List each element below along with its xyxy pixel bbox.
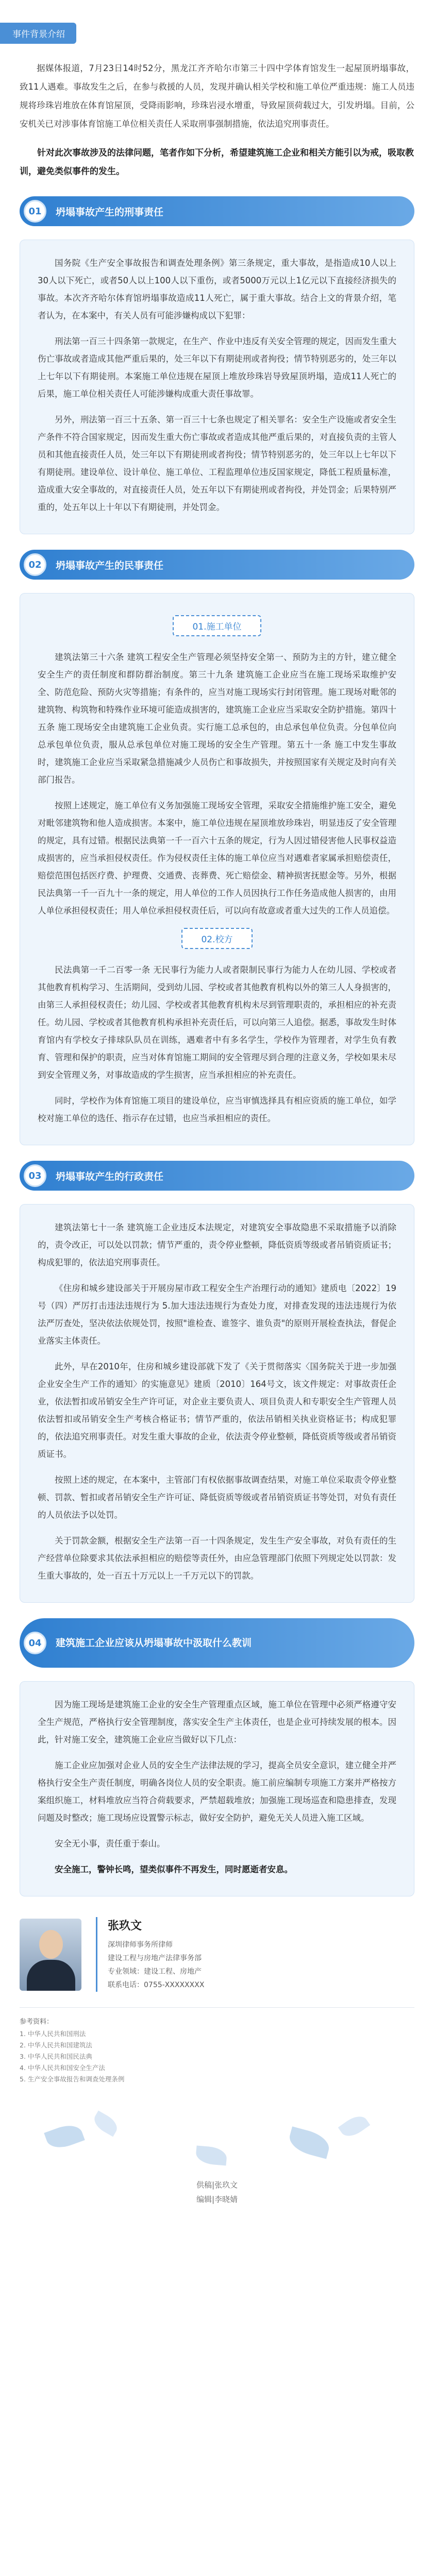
section-banner-02	[20, 550, 414, 580]
author-info	[96, 1917, 204, 1992]
reference-item: 3. 中华人民共和国民法典	[20, 2053, 92, 2060]
section-card-01	[20, 240, 414, 534]
section-number: 01	[24, 200, 46, 223]
references-heading: 参考资料：	[20, 2018, 54, 2026]
reference-item: 5. 生产安全事故报告和调查处理条例	[20, 2075, 125, 2083]
credits	[0, 2178, 434, 2207]
paragraph: 安全无小事，责任重于泰山。	[55, 1839, 165, 1849]
credit-author: 供稿|张玖文	[196, 2180, 238, 2190]
paragraph: 施工企业应加强对企业人员的安全生产法律法规的学习，提高全员安全意识，建立健全并严格执行安全生产责任制度，明确各岗位人员的安全职责。施工前应编制专项施工方案并严格按方案组织施工，材料堆放应当符合荷载要求，严禁超载堆放；加强施工现场巡查和隐患排查，发现问题及时整改；施工现场应设置警示标志，做好安全防护，避免无关人员进入施工区域。	[38, 1760, 396, 1823]
section-title: 建筑施工企业应该从坍塌事故中汲取什么教训	[56, 1637, 252, 1649]
reference-item: 1. 中华人民共和国刑法	[20, 2030, 86, 2038]
section-banner-04	[20, 1618, 414, 1668]
section-title: 坍塌事故产生的民事责任	[56, 560, 164, 571]
intro-bold-paragraph: 针对此次事故涉及的法律问题，笔者作如下分析，希望建筑施工企业和相关方能引以为戒，吸取教训，避免类似事件的发生。	[20, 148, 414, 177]
author-line: 建设工程与房地产法律事务部	[108, 1954, 202, 1962]
paragraph: 国务院《生产安全事故报告和调查处理条例》第三条规定，重大事故，是指造成10人以上30人以下死亡，或者50人以上100人以下重伤，或者5000万元以上1亿元以下直接经济损失的事故。本次齐齐哈尔体育馆坍塌事故造成11人死亡，属于重大事故。结合上文的背景介绍，笔者认为，在本案中，有关人员有可能涉嫌构成以下犯罪：	[38, 258, 396, 320]
author-line: 专业领域：建设工程、房地产	[108, 1968, 202, 1976]
paragraph: 民法典第一千二百零一条 无民事行为能力人或者限制民事行为能力人在幼儿园、学校或者其他教育机构学习、生活期间，受到幼儿园、学校或者其他教育机构以外的第三人人身损害的，由第三人承担侵权责任；幼儿园、学校或者其他教育机构未尽到管理职责的，承担相应的补充责任。幼儿园、学校或者其他教育机构承担补充责任后，可以向第三人追偿。据悉，事故发生时体育馆内有学校女子排球队队员在训练，遇难者中有多名学生，学校作为管理者，对学生负有教育、管理和保护的职责，应当对体育馆施工期间的安全管理尽到合理的注意义务，学校如果未尽到安全管理义务，对事故造成的学生损害，应当承担相应的补充责任。	[38, 965, 396, 1080]
author-name: 张玖文	[108, 1920, 142, 1933]
paragraph: 此外，早在2010年，住房和城乡建设部就下发了《关于贯彻落实〈国务院关于进一步加强企业安全生产工作的通知〉的实施意见》建质〔2010〕164号文，该文件规定：对事故责任企业，依法暂扣或吊销安全生产许可证，对企业主要负责人、项目负责人和专职安全生产管理人员依法暂扣或吊销安全生产考核合格证书；情节严重的，依法吊销相关执业资格证书；构成犯罪的，依法追究刑事责任。对发生重大事故的企业，依法责令停业整顿，降低资质等级或者吊销资质证书。	[38, 1362, 396, 1459]
section-title: 坍塌事故产生的刑事责任	[56, 206, 164, 218]
paragraph: 同时，学校作为体育馆施工项目的建设单位，应当审慎选择具有相应资质的施工单位，如学校对施工单位的选任、指示存在过错，也应当承担相应的责任。	[38, 1096, 396, 1123]
intro-paragraph: 据媒体报道，7月23日14时52分，黑龙江齐齐哈尔市第三十四中学体育馆发生一起屋顶坍塌事故，致11人遇难。事故发生之后，在参与救援的人员，发现并确认相关学校和施工单位严重违规：施工人员违规将珍珠岩堆放在体育馆屋顶，受降雨影响，珍珠岩浸水增重，导致屋顶荷载过大，引发坍塌。目前，公安机关已对涉事体育馆施工单位相关责任人采取刑事强制措施，依法追究刑事责任。	[20, 63, 414, 129]
paragraph: 按照上述的规定，在本案中，主管部门有权依据事故调查结果，对施工单位采取责令停业整顿、罚款、暂扣或者吊销安全生产许可证、降低资质等级或者吊销资质证书等处罚，对负有责任的人员依法予以处罚。	[38, 1475, 396, 1520]
subsection-pill-contractor: 01.施工单位	[173, 615, 261, 636]
author-line: 联系电话：0755-XXXXXXXX	[108, 1981, 205, 1989]
section-number: 04	[24, 1632, 46, 1654]
paragraph: 因为施工现场是建筑施工企业的安全生产管理重点区域，施工单位在管理中必须严格遵守安全生产规范，严格执行安全管理制度，落实安全生产主体责任，也是企业可持续发展的根本。因此，针对施工安全，建筑施工企业应当做好以下几点：	[38, 1700, 396, 1744]
section-card-04	[20, 1681, 414, 1896]
paragraph: 关于罚款金额，根据安全生产法第一百一十四条规定，发生生产安全事故，对负有责任的生产经营单位除要求其依法承担相应的赔偿等责任外，由应急管理部门依照下列规定处以罚款：发生重大事故的，处一百五十万元以上一千万元以下的罚款。	[38, 1536, 396, 1581]
closing-bold-paragraph: 安全施工，警钟长鸣，望类似事件不再发生，同时愿逝者安息。	[55, 1865, 293, 1874]
header-tag: 事件背景介绍	[0, 23, 76, 44]
paragraph: 《住房和城乡建设部关于开展房屋市政工程安全生产治理行动的通知》建质电〔2022〕19号（四）严厉打击违法违规行为 5.加大违法违规行为查处力度，对排查发现的违法违规行为依法严厉查处，坚决依法依规处罚，按照"谁检查、谁签字、谁负责"的原则开展检查执法，督促企业落实主体责任。	[38, 1283, 396, 1346]
section-banner-03	[20, 1161, 414, 1191]
paragraph: 刑法第一百三十四条第一款规定，在生产、作业中违反有关安全管理的规定，因而发生重大伤亡事故或者造成其他严重后果的，处三年以下有期徒刑或者拘役；情节特别恶劣的，处三年以上七年以下有期徒刑。本案施工单位违规在屋顶上堆放珍珠岩导致屋顶坍塌，造成11人死亡的后果，施工单位相关责任人可能涉嫌构成重大责任事故罪。	[38, 336, 396, 399]
intro	[20, 59, 414, 181]
subsection-pill-school: 02.校方	[181, 928, 252, 949]
section-title: 坍塌事故产生的行政责任	[56, 1171, 164, 1182]
decorative-leaves	[0, 2106, 434, 2173]
section-card-03	[20, 1204, 414, 1603]
avatar	[20, 1919, 81, 1991]
credit-editor: 编辑|李晓婧	[196, 2195, 238, 2204]
paragraph: 建筑法第三十六条 建筑工程安全生产管理必须坚持安全第一、预防为主的方针，建立健全安全生产的责任制度和群防群治制度。第三十九条 建筑施工企业应当在施工现场采取维护安全、防范危险、预防火灾等措施；有条件的，应当对施工现场实行封闭管理。施工现场对毗邻的建筑物、构筑物和特殊作业环境可能造成损害的，建筑施工企业应当采取安全防护措施。第四十五条 施工现场安全由建筑施工企业负责。实行施工总承包的，由总承包单位负责。分包单位向总承包单位负责，服从总承包单位对施工现场的安全生产管理。第五十一条 施工中发生事故时，建筑施工企业应当采取紧急措施减少人员伤亡和事故损失，并按照国家有关规定及时向有关部门报告。	[38, 652, 396, 785]
paragraph: 按照上述规定，施工单位有义务加强施工现场安全管理，采取安全措施维护施工安全，避免对毗邻建筑物和他人造成损害。本案中，施工单位违规在屋顶堆放珍珠岩，明显违反了安全管理的规定，具有过错。根据民法典第一千一百六十五条的规定，行为人因过错侵害他人民事权益造成损害的，应当承担侵权责任。作为侵权责任主体的施工单位应当对遇难者家属承担赔偿责任，赔偿范围包括医疗费、护理费、交通费、丧葬费、死亡赔偿金、精神损害抚慰金等。另外，根据民法典第一千一百九十一条的规定，用人单位的工作人员因执行工作任务造成他人损害的，由用人单位承担侵权责任；用人单位承担侵权责任后，可以向有故意或者重大过失的工作人员追偿。	[38, 801, 396, 916]
paragraph: 另外，刑法第一百三十五条、第一百三十七条也规定了相关罪名：安全生产设施或者安全生产条件不符合国家规定，因而发生重大伤亡事故或者造成其他严重后果的，对直接负责的主管人员和其他直接责任人员，处三年以下有期徒刑或者拘役；情节特别恶劣的，处三年以上七年以下有期徒刑。建设单位、设计单位、施工单位、工程监理单位违反国家规定，降低工程质量标准，造成重大安全事故的，对直接责任人员，处五年以下有期徒刑或者拘役，并处罚金；后果特别严重的，处五年以上十年以下有期徒刑，并处罚金。	[38, 415, 396, 512]
reference-item: 2. 中华人民共和国建筑法	[20, 2041, 92, 2049]
section-number: 02	[24, 553, 46, 576]
references	[20, 2007, 414, 2085]
reference-item: 4. 中华人民共和国安全生产法	[20, 2064, 105, 2072]
section-number: 03	[24, 1164, 46, 1187]
author-card	[20, 1917, 414, 1992]
paragraph: 建筑法第七十一条 建筑施工企业违反本法规定，对建筑安全事故隐患不采取措施予以消除的，责令改正，可以处以罚款；情节严重的，责令停业整顿，降低资质等级或者吊销资质证书；构成犯罪的，依法追究刑事责任。	[38, 1223, 396, 1267]
author-line: 深圳律师事务所律师	[108, 1941, 173, 1949]
section-banner-01	[20, 196, 414, 226]
section-card-02	[20, 593, 414, 1145]
